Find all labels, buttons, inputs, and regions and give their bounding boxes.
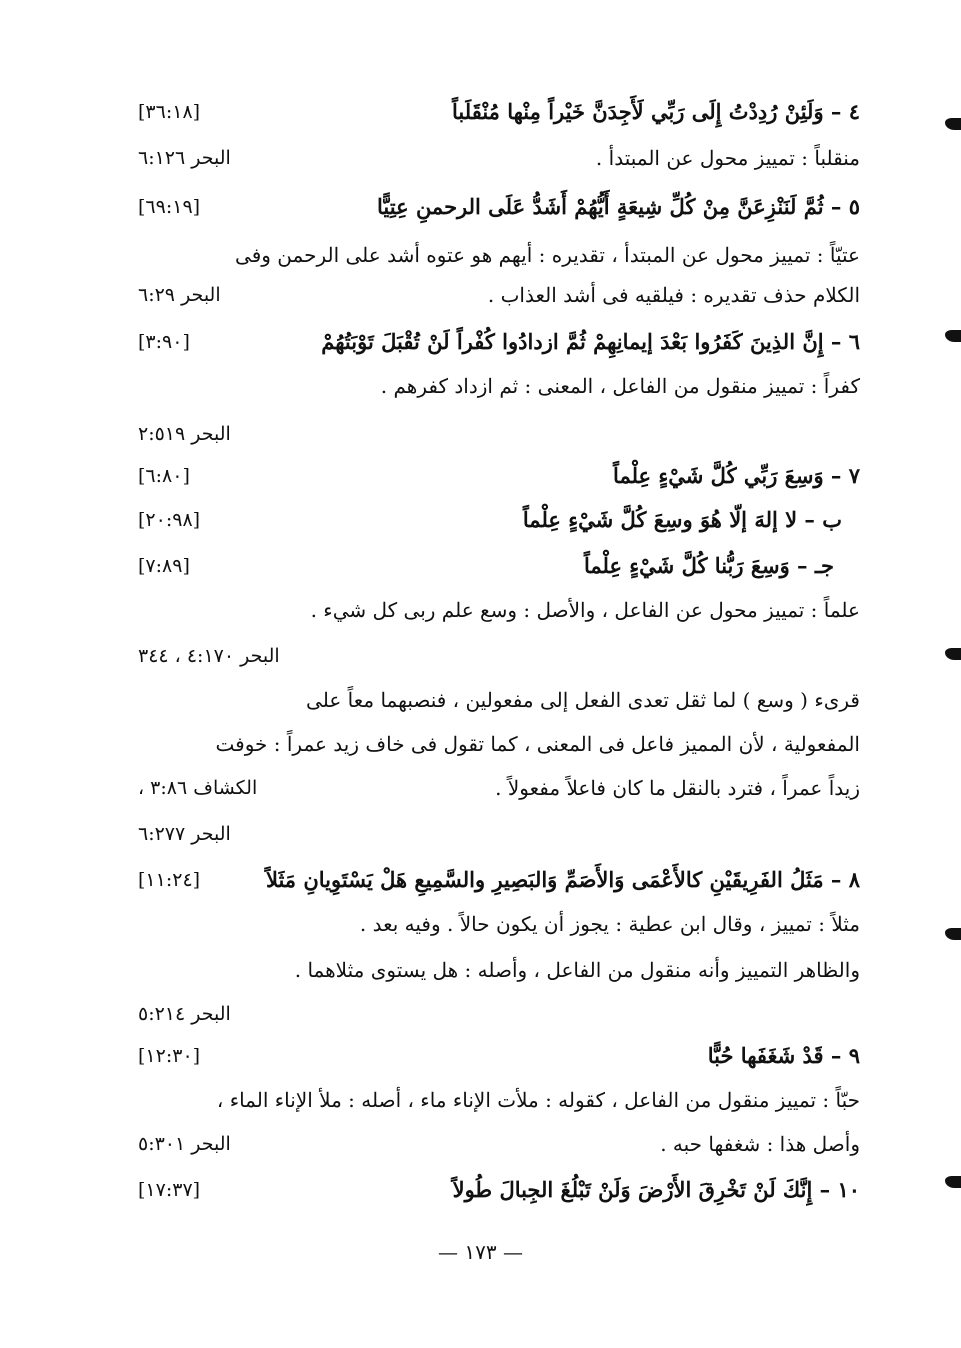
- text-line: [130, 860, 860, 900]
- text-line: [130, 768, 860, 808]
- binding-mark: [945, 928, 961, 940]
- source-citation: البحر ٤:١٧٠ ، ٣٤٤: [138, 645, 280, 667]
- commentary-text: علماً : تمييز محول عن الفاعل ، والأصل : وسع علم ربى كل شيء .: [310, 598, 860, 622]
- binding-mark: [945, 118, 961, 130]
- quran-verse: ٧ – وَسِعَ رَبِّي كُلَّ شَيْءٍ عِلْماً: [613, 463, 860, 488]
- source-citation: البحر ٥:٢١٤: [138, 1003, 231, 1025]
- source-citation: البحر ٦:٢٧٧: [138, 823, 231, 845]
- text-line: [130, 1036, 860, 1076]
- commentary-text: المفعولية ، لأن المميز فاعل فى المعنى ، كما تقول فى خاف زيد عمراً : خوفت: [215, 732, 860, 756]
- commentary-text: قرىء ( وسع ) لما ثقل تعدى الفعل إلى مفعولين ، فنصبهما معاً على: [306, 688, 860, 712]
- text-line: [130, 366, 860, 406]
- quran-verse: ٥ – ثُمَّ لَنَنْزِعَنَّ مِنْ كُلِّ شِيعَةٍ أَيُّهُمْ أَشَدُّ عَلَى الرحمنِ عِتِيًّا: [377, 194, 860, 219]
- text-line: [130, 680, 860, 720]
- verse-reference: [٣٦:١٨]: [138, 101, 201, 123]
- quran-verse: ٦ – إِنَّ الذِينَ كَفَرُوا بَعْدَ إيمانِهِمْ ثُمَّ ازدادُوا كُفْراً لَنْ تُقْبَلَ تَوْبَتُهُمْ: [321, 329, 860, 354]
- text-line: [130, 724, 860, 764]
- binding-mark: [945, 648, 961, 660]
- quran-verse: ب – لا إلهَ إلّا هُوَ وسِعَ كُلَّ شَيْءٍ عِلْماً: [522, 507, 842, 532]
- verse-reference: [١١:٢٤]: [138, 869, 201, 891]
- text-line: [130, 950, 860, 990]
- source-citation: البحر ٢:٥١٩: [138, 423, 231, 445]
- text-line: [130, 636, 860, 676]
- verse-reference: [١٢:٣٠]: [138, 1045, 201, 1067]
- text-line: [130, 235, 860, 275]
- verse-reference: [٦٩:١٩]: [138, 196, 201, 218]
- binding-mark: [945, 330, 961, 342]
- commentary-text: وأصل هذا : شغفها حبه .: [660, 1132, 860, 1156]
- commentary-text: عتيّاً : تمييز محول عن المبتدأ ، تقديره : أيهم هو عتوه أشد على الرحمن وفى: [235, 243, 860, 267]
- text-line: [130, 414, 860, 454]
- verse-reference: [٧:٨٩]: [138, 555, 190, 577]
- commentary-text: حبّاً : تمييز منقول من الفاعل ، كقوله : ملأت الإناء ماء ، أصله : ملأ الإناء الماء ،: [216, 1088, 860, 1112]
- quran-verse: ١٠ – إِنَّكَ لَنْ تَخْرِقَ الأَرْضَ وَلَنْ تَبْلُغَ الجِبالَ طُولاً: [452, 1177, 860, 1202]
- text-line: [130, 92, 860, 132]
- text-line: [130, 904, 860, 944]
- text-line: [130, 138, 860, 178]
- source-citation: الكشاف ٣:٨٦ ،: [138, 777, 258, 799]
- verse-reference: [٦:٨٠]: [138, 465, 190, 487]
- text-line: [130, 500, 860, 540]
- verse-reference: [١٧:٣٧]: [138, 1179, 201, 1201]
- quran-verse: ٨ – مَثَلُ الفَرِيقَيْنِ كالأَعْمَى وَالأَصَمِّ وَالبَصِيرِ والسَّمِيعِ هَلْ يَسْتَوِيانِ مَثَلاً: [265, 867, 860, 892]
- quran-verse: ٤ – وَلَئِنْ رُدِدْتُ إِلَى رَبِّي لَأَجِدَنَّ خَيْراً مِنْها مُنْقَلَباً: [452, 99, 860, 124]
- text-line: [130, 590, 860, 630]
- commentary-text: كفراً : تمييز منقول من الفاعل ، المعنى : ثم ازداد كفرهم .: [380, 374, 860, 398]
- page-number: — ١٧٣ —: [438, 1240, 523, 1264]
- text-line: [130, 322, 860, 362]
- text-line: [130, 1124, 860, 1164]
- text-line: [130, 456, 860, 496]
- commentary-text: الكلام حذف تقديره : فيلقيه فى أشد العذاب .: [487, 283, 860, 307]
- quran-verse: جـ – وَسِعَ رَبُّنا كُلَّ شَيْءٍ عِلْماً: [583, 553, 834, 578]
- verse-reference: [٣:٩٠]: [138, 331, 190, 353]
- text-line: [130, 546, 860, 586]
- commentary-text: مثلاً : تمييز ، وقال ابن عطية : يجوز أن يكون حالاً . وفيه بعد .: [359, 912, 860, 936]
- commentary-text: زيداً عمراً ، فترد بالنقل ما كان فاعلاً مفعولاً .: [495, 776, 860, 800]
- text-line: [130, 275, 860, 315]
- commentary-text: منقلباً : تمييز محول عن المبتدأ .: [595, 146, 860, 170]
- source-citation: البحر ٥:٣٠١: [138, 1133, 231, 1155]
- binding-mark: [945, 1176, 961, 1188]
- text-line: [130, 1080, 860, 1120]
- text-line: [130, 1170, 860, 1210]
- verse-reference: [٢٠:٩٨]: [138, 509, 201, 531]
- text-line: [130, 187, 860, 227]
- quran-verse: ٩ – قَدْ شَغَفَها حُبًّا: [707, 1043, 860, 1068]
- text-line: [130, 814, 860, 854]
- source-citation: البحر ٦:٢٩: [138, 284, 221, 306]
- text-line: [130, 994, 860, 1034]
- source-citation: البحر ٦:١٢٦: [138, 147, 231, 169]
- commentary-text: والظاهر التمييز وأنه منقول من الفاعل ، وأصله : هل يستوى مثلاهما .: [294, 958, 860, 982]
